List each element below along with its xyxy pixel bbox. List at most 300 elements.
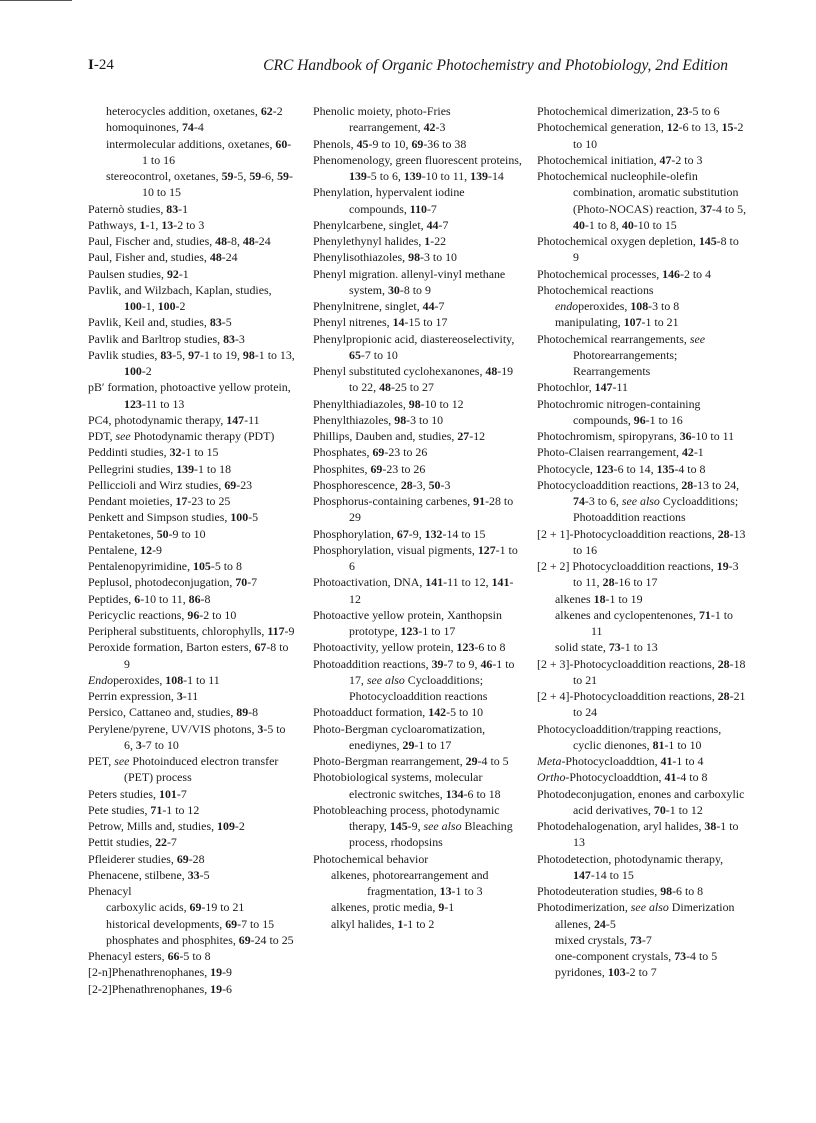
index-entry — [537, 899, 747, 915]
entry-text: alkyl halides, — [331, 916, 398, 931]
index-entry — [537, 331, 747, 380]
index-entry — [88, 639, 296, 672]
entry-text: Bleaching process, rhodopsins — [349, 819, 513, 850]
entry-text: -11 — [612, 380, 628, 395]
chapter-ref: 70 — [235, 575, 248, 590]
entry-text: -1 to 13 — [573, 819, 739, 850]
entry-text: Pathways, — [88, 217, 140, 232]
chapter-ref: 96 — [187, 607, 200, 622]
chapter-ref: 100 — [124, 299, 142, 313]
entry-text: Phenacene, stilbene, — [88, 867, 188, 882]
entry-text: -7 — [426, 201, 437, 216]
entry-text: -14 — [487, 169, 504, 183]
chapter-ref: 147 — [573, 867, 591, 882]
chapter-ref: 29 — [402, 737, 415, 752]
chapter-ref: 41 — [664, 770, 677, 785]
entry-text: Photochemical oxygen depletion, — [537, 234, 699, 248]
entry-text: Perylene/pyrene, UV/VIS photons, — [88, 721, 258, 736]
entry-text: -9 to 10 — [168, 526, 206, 541]
index-entry — [313, 331, 523, 364]
italic-text: see — [689, 331, 706, 346]
entry-text: Photocycloaddition reactions, — [537, 477, 682, 492]
entry-text: -1 to 11 — [183, 672, 220, 687]
index-entry — [88, 493, 296, 509]
chapter-ref: 38 — [704, 819, 717, 833]
chapter-ref: 66 — [167, 949, 180, 963]
entry-text: Photodimerization, — [537, 900, 631, 915]
chapter-ref: 15 — [721, 120, 734, 135]
entry-text: -8 — [248, 705, 259, 720]
italic-text: see also — [423, 819, 462, 833]
entry-text: -10 to 15 — [142, 169, 293, 200]
index-subentry — [88, 136, 296, 169]
chapter-ref: 73 — [629, 932, 642, 947]
chapter-ref: 98 — [408, 396, 421, 411]
entry-text: -1 to 17, — [349, 656, 515, 687]
entry-text: Photochemical initiation, — [537, 152, 660, 167]
entry-text: -5 to 10 — [446, 705, 484, 720]
entry-text: Paternò studies, — [88, 201, 167, 216]
entry-text: Pentalene, — [88, 542, 141, 557]
index-entry — [537, 428, 747, 444]
entry-text: -11 — [244, 412, 260, 427]
chapter-ref: 19 — [210, 965, 223, 980]
chapter-ref: 47 — [659, 152, 672, 167]
entry-text: -7 to 9, — [443, 656, 481, 671]
entry-text: Photochemical reactions — [537, 282, 654, 297]
entry-text: -7 — [176, 786, 187, 801]
entry-text: -19 to 21 — [201, 900, 245, 915]
italic-text: see also — [630, 900, 669, 915]
entry-text: -8 to 9 — [573, 234, 739, 265]
chapter-ref: 62 — [260, 104, 273, 118]
entry-text: -3 to 10 — [420, 250, 458, 265]
entry-text: -2 — [141, 364, 152, 378]
chapter-ref: 100 — [124, 364, 142, 378]
italic-text: Meta — [537, 754, 562, 768]
chapter-ref: 67 — [396, 526, 409, 541]
entry-text: Peters studies, — [88, 786, 160, 801]
entry-text: -4 to 5 — [477, 754, 509, 768]
entry-text: Peplusol, photodeconjugation, — [88, 575, 236, 590]
entry-text: Pavlik, Keil and, studies, — [88, 315, 210, 330]
entry-text: Paul, Fisher and, studies, — [88, 250, 210, 265]
entry-text: -14 to 15 — [442, 526, 486, 541]
entry-text: pB′ formation, photoactive yellow protein, — [88, 380, 291, 395]
chapter-ref: 69 — [238, 932, 251, 947]
index-entry — [88, 542, 296, 558]
page-number: I-24 — [88, 57, 114, 73]
entry-text: Photoinduced electron transfer (PET) process — [124, 754, 279, 785]
index-entry — [88, 444, 296, 460]
entry-text: -5 — [221, 315, 232, 330]
entry-text: Photochemical nucleophile-olefin combination, aromatic substitution (Photo-NOCAS) reaction, — [537, 169, 739, 216]
entry-text: [2-2]Phenathrenophanes, — [88, 981, 211, 996]
entry-text: Phenylisothiazoles, — [313, 250, 409, 265]
entry-text: -10 to 15 — [633, 217, 677, 232]
entry-text: historical developments, — [106, 916, 226, 931]
chapter-ref: 74 — [573, 494, 585, 508]
index-entry — [88, 964, 296, 980]
index-entry — [313, 103, 523, 136]
chapter-ref: 100 — [157, 299, 176, 313]
index-entry — [88, 591, 296, 607]
italic-text: see — [114, 754, 130, 768]
index-subentry — [537, 314, 747, 330]
entry-text: -8 to 9 — [399, 282, 431, 297]
index-subentry — [88, 119, 296, 135]
entry-text: -5 to 8 — [210, 559, 242, 573]
chapter-ref: 32 — [169, 445, 182, 460]
entry-text: -1 to 12 — [665, 802, 703, 817]
chapter-ref: 73 — [674, 949, 687, 963]
index-entry — [313, 217, 523, 233]
chapter-ref: 147 — [226, 412, 245, 427]
entry-text: -Photocycloaddtion, — [561, 754, 661, 768]
chapter-ref: 12 — [140, 542, 153, 557]
index-entry — [88, 867, 296, 883]
entry-text: -6 to 8 — [474, 640, 506, 655]
entry-text: -5 — [248, 510, 259, 525]
index-subentry — [88, 103, 296, 119]
entry-text: -8, — [227, 234, 243, 248]
entry-text: [2 + 2] Photocycloaddition reactions, — [537, 559, 717, 573]
entry-text: -9 to 10, — [368, 136, 412, 151]
chapter-ref: 71 — [150, 802, 163, 817]
entry-text: solid state, — [555, 640, 609, 655]
index-entry — [88, 574, 296, 590]
index-entry — [537, 558, 747, 591]
entry-text: -22 — [430, 234, 447, 248]
entry-text: -6 to 18 — [463, 786, 501, 801]
index-entry — [88, 217, 296, 233]
chapter-ref: 69 — [372, 445, 385, 460]
entry-text: Phosphites, — [313, 461, 371, 476]
entry-text: -24 — [254, 234, 271, 248]
chapter-ref: 59 — [249, 169, 262, 183]
index-entry — [88, 607, 296, 623]
entry-text: peroxides, — [113, 672, 166, 687]
entry-text: -2 to 10 — [199, 607, 237, 622]
index-entry — [313, 851, 523, 867]
entry-text: -5 to 8 — [179, 949, 211, 963]
entry-text: Phenyl migration. allenyl-vinyl methane system, — [313, 266, 506, 297]
index-entry — [313, 266, 523, 299]
index-entry — [537, 379, 747, 395]
entry-text: Photochemical processes, — [537, 266, 663, 281]
chapter-ref: 135 — [656, 461, 675, 476]
index-subentry — [537, 639, 747, 655]
entry-text: Pendant moieties, — [88, 494, 176, 508]
chapter-ref: 6 — [134, 591, 141, 606]
entry-text: Phenylthiadiazoles, — [313, 396, 409, 411]
chapter-ref: 74 — [181, 120, 194, 135]
index-entry — [88, 688, 296, 704]
entry-text: Perrin expression, — [88, 689, 177, 703]
italic-text: see also — [366, 672, 405, 687]
entry-text: -5 to 6, — [124, 721, 286, 752]
entry-text: Phenacyl esters, — [88, 949, 168, 963]
entry-text: [2 + 3]-Photocycloaddition reactions, — [537, 656, 718, 671]
entry-text: manipulating, — [555, 315, 624, 330]
entry-text: -7 to 10 — [360, 347, 398, 362]
chapter-ref: 83 — [160, 347, 173, 362]
entry-text: Phenacyl — [88, 884, 132, 898]
index-subentry — [537, 948, 747, 964]
entry-text: -2 to 3 — [173, 217, 205, 232]
index-entry — [88, 331, 296, 347]
index-entry — [88, 233, 296, 249]
index-entry — [537, 753, 747, 769]
entry-text: Phenylethynyl halides, — [313, 234, 425, 248]
entry-text: -1 to 16 — [142, 136, 292, 167]
index-entry — [88, 834, 296, 850]
chapter-ref: 69 — [224, 477, 237, 492]
chapter-ref: 139 — [403, 169, 422, 183]
index-entry — [313, 363, 523, 396]
entry-text: -9, — [407, 819, 424, 833]
entry-text: Phosphorylation, — [313, 526, 397, 541]
chapter-ref: 27 — [457, 429, 470, 443]
entry-text: -1 to 3 — [451, 884, 483, 898]
entry-text: Photochromism, spiropyrans, — [537, 429, 680, 443]
chapter-ref: 48 — [379, 380, 391, 395]
italic-text: Endo — [88, 672, 114, 687]
entry-text: Photodehalogenation, aryl halides, — [537, 819, 705, 833]
entry-text: -7 — [641, 932, 652, 947]
index-entry — [313, 444, 523, 460]
entry-text: Photocycle, — [537, 461, 596, 476]
entry-text: Cycloadditions; Photoaddition reactions — [573, 494, 739, 525]
index-entry — [313, 542, 523, 575]
entry-text: Photodynamic therapy (PDT) — [130, 429, 275, 443]
entry-text: Phenyl substituted cyclohexanones, — [313, 364, 486, 378]
chapter-ref: 67 — [254, 640, 267, 655]
entry-text: -5 to 6 — [688, 104, 720, 118]
chapter-ref: 91 — [473, 494, 486, 508]
entry-text: -9 — [152, 542, 162, 557]
entry-text: -5 — [605, 916, 616, 931]
entry-text: -36 to 38 — [423, 136, 467, 151]
italic-text: Ortho — [537, 770, 566, 785]
index-entry — [537, 396, 747, 429]
entry-text: -7 to 10 — [141, 737, 179, 752]
entry-text: -2 — [175, 299, 186, 313]
index-entry — [537, 883, 747, 899]
chapter-ref: 14 — [392, 315, 405, 330]
entry-text: Phosphates, — [313, 445, 373, 460]
chapter-ref: 103 — [607, 965, 626, 980]
entry-text: -7 to 15 — [237, 916, 275, 931]
index-entry — [313, 298, 523, 314]
entry-text: -4 to 8 — [674, 461, 706, 476]
entry-text: Phenolic moiety, photo-Fries rearrangement, — [313, 104, 451, 135]
entry-text: -5 — [199, 867, 210, 882]
chapter-ref: 134 — [445, 786, 464, 801]
entry-text: Pellegrini studies, — [88, 461, 177, 476]
chapter-ref: 24 — [593, 916, 606, 931]
index-entry — [313, 396, 523, 412]
chapter-ref: 19 — [716, 559, 729, 573]
entry-text: Pentaketones, — [88, 526, 157, 541]
chapter-ref: 50 — [156, 526, 169, 541]
entry-text: -16 to 17 — [614, 575, 658, 590]
entry-text: -10 to 11 — [691, 429, 735, 443]
chapter-ref: 28 — [717, 689, 730, 703]
chapter-ref: 60 — [275, 136, 288, 151]
entry-text: Photochromic nitrogen-containing compounds, — [537, 396, 701, 427]
index-subentry — [313, 867, 523, 900]
chapter-ref: 123 — [400, 624, 419, 638]
index-entry — [537, 769, 747, 785]
chapter-ref: 69 — [176, 851, 189, 866]
entry-text: -1 to 19 — [605, 591, 643, 606]
entry-text: -19 to 22, — [349, 364, 514, 395]
chapter-ref: 59 — [221, 169, 234, 183]
entry-text: -7 — [247, 575, 258, 590]
entry-text: -1 to 8, — [584, 217, 622, 232]
index-entry — [537, 444, 747, 460]
index-entry — [537, 282, 747, 298]
entry-text: -6 — [222, 981, 232, 996]
entry-text: Photodeconjugation, enones and carboxylic acid derivatives, — [537, 786, 745, 817]
entry-text: -21 to 24 — [573, 689, 746, 720]
chapter-ref: 40 — [573, 217, 585, 232]
chapter-ref: 28 — [602, 575, 615, 590]
chapter-ref: 30 — [387, 282, 400, 297]
entry-text: Pete studies, — [88, 802, 151, 817]
index-entry — [313, 769, 523, 802]
index-entry — [88, 883, 296, 899]
chapter-ref: 83 — [209, 315, 222, 330]
entry-text: Photochemical rearrangements, — [537, 331, 690, 346]
entry-text: Cycloadditions; Photocycloaddition reactions — [349, 672, 488, 703]
chapter-ref: 141 — [425, 575, 444, 590]
chapter-ref: 41 — [660, 754, 673, 768]
chapter-ref: 29 — [465, 754, 478, 768]
index-entry — [537, 851, 747, 884]
entry-text: -8 — [200, 591, 211, 606]
entry-text: -6 to 13, — [678, 120, 722, 135]
entry-text: stereocontrol, oxetanes, — [106, 169, 222, 183]
entry-text: Phenylation, hypervalent iodine compounds, — [313, 185, 465, 216]
index-entry — [313, 249, 523, 265]
chapter-ref: 45 — [356, 136, 369, 151]
entry-text: -1 to 19, — [199, 347, 243, 362]
chapter-ref: 28 — [400, 477, 413, 492]
italic-text: see — [115, 429, 131, 443]
chapter-ref: 147 — [594, 380, 613, 395]
entry-text: -1 to 6 — [349, 542, 518, 573]
entry-text: -3 to 11, — [573, 559, 739, 590]
entry-text: -7 — [434, 299, 445, 313]
index-column-3 — [537, 103, 747, 981]
entry-text: Pavlik studies, — [88, 347, 161, 362]
index-entry — [88, 851, 296, 867]
index-entry — [313, 412, 523, 428]
entry-text: -10 to 11, — [140, 591, 189, 606]
entry-text: -2 to 4 — [680, 266, 712, 281]
index-subentry — [537, 932, 747, 948]
entry-text: Photobiological systems, molecular electronic switches, — [313, 770, 483, 801]
index-subentry — [537, 916, 747, 932]
chapter-ref: 83 — [223, 331, 235, 346]
chapter-ref: 1 — [397, 916, 404, 931]
entry-text: Phillips, Dauben and, studies, — [313, 429, 458, 443]
chapter-ref: 139 — [176, 461, 195, 476]
entry-text: -2 to 3 — [671, 152, 703, 167]
chapter-ref: 101 — [159, 786, 177, 801]
chapter-ref: 89 — [236, 705, 249, 720]
entry-text: alkenes — [555, 591, 594, 606]
entry-text: Photochlor, — [537, 380, 595, 395]
entry-text: Peroxide formation, Barton esters, — [88, 640, 255, 655]
entry-text: PDT, — [88, 429, 116, 443]
chapter-ref: 48 — [485, 364, 498, 378]
index-entry — [88, 412, 296, 428]
entry-text: Phosphorus-containing carbenes, — [313, 494, 474, 508]
entry-text: -24 — [221, 250, 238, 265]
entry-text: -23 to 26 — [384, 445, 428, 460]
entry-text: alkenes and cyclopentenones, — [555, 607, 699, 622]
entry-text: heterocycles addition, oxetanes, — [106, 104, 261, 118]
chapter-ref: 132 — [424, 526, 443, 541]
entry-text: -15 to 17 — [404, 315, 448, 330]
chapter-ref: 40 — [621, 217, 634, 232]
entry-text: mixed crystals, — [555, 932, 630, 947]
entry-text: -8 to 9 — [124, 640, 289, 671]
index-entry — [88, 477, 296, 493]
chapter-ref: 81 — [652, 737, 665, 752]
entry-text: Photochemical behavior — [313, 851, 429, 866]
chapter-ref: 69 — [370, 461, 383, 476]
top-rule — [0, 0, 72, 1]
chapter-ref: 142 — [428, 705, 447, 720]
chapter-ref: 98 — [394, 412, 407, 427]
index-subentry — [88, 168, 296, 201]
entry-text: Peddinti studies, — [88, 445, 170, 460]
chapter-ref: 127 — [477, 542, 496, 557]
entry-text: peroxides, — [578, 299, 631, 313]
entry-text: -1, — [145, 217, 162, 232]
index-entry — [313, 607, 523, 640]
chapter-ref: 73 — [608, 640, 621, 655]
entry-text: -1 — [178, 266, 189, 281]
chapter-ref: 1 — [424, 234, 431, 248]
index-entry — [537, 721, 747, 754]
entry-text: Photorearrangements; Rearrangements — [573, 347, 678, 378]
entry-text: -28 — [188, 851, 205, 866]
entry-text: -2 — [234, 819, 245, 833]
entry-text: -13 to 24, — [693, 477, 740, 492]
entry-text: -7 — [166, 835, 177, 850]
index-entry — [313, 656, 523, 705]
entry-text: Photoactive yellow protein, Xanthopsin prototype, — [313, 607, 502, 638]
index-column-1 — [88, 103, 296, 997]
chapter-ref: 97 — [188, 347, 200, 362]
entry-text: -11 to 13 — [141, 396, 185, 411]
index-entry — [313, 753, 523, 769]
entry-text: Peptides, — [88, 591, 135, 606]
entry-text: Penkett and Simpson studies, — [88, 510, 231, 525]
entry-text: Photoadduct formation, — [313, 705, 429, 720]
entry-text: -9 — [284, 624, 295, 638]
chapter-ref: 69 — [411, 136, 424, 151]
entry-text: -9 — [222, 965, 232, 980]
entry-text: [2 + 1]-Photocycloaddition reactions, — [537, 526, 718, 541]
index-entry — [313, 526, 523, 542]
index-entry — [313, 639, 523, 655]
